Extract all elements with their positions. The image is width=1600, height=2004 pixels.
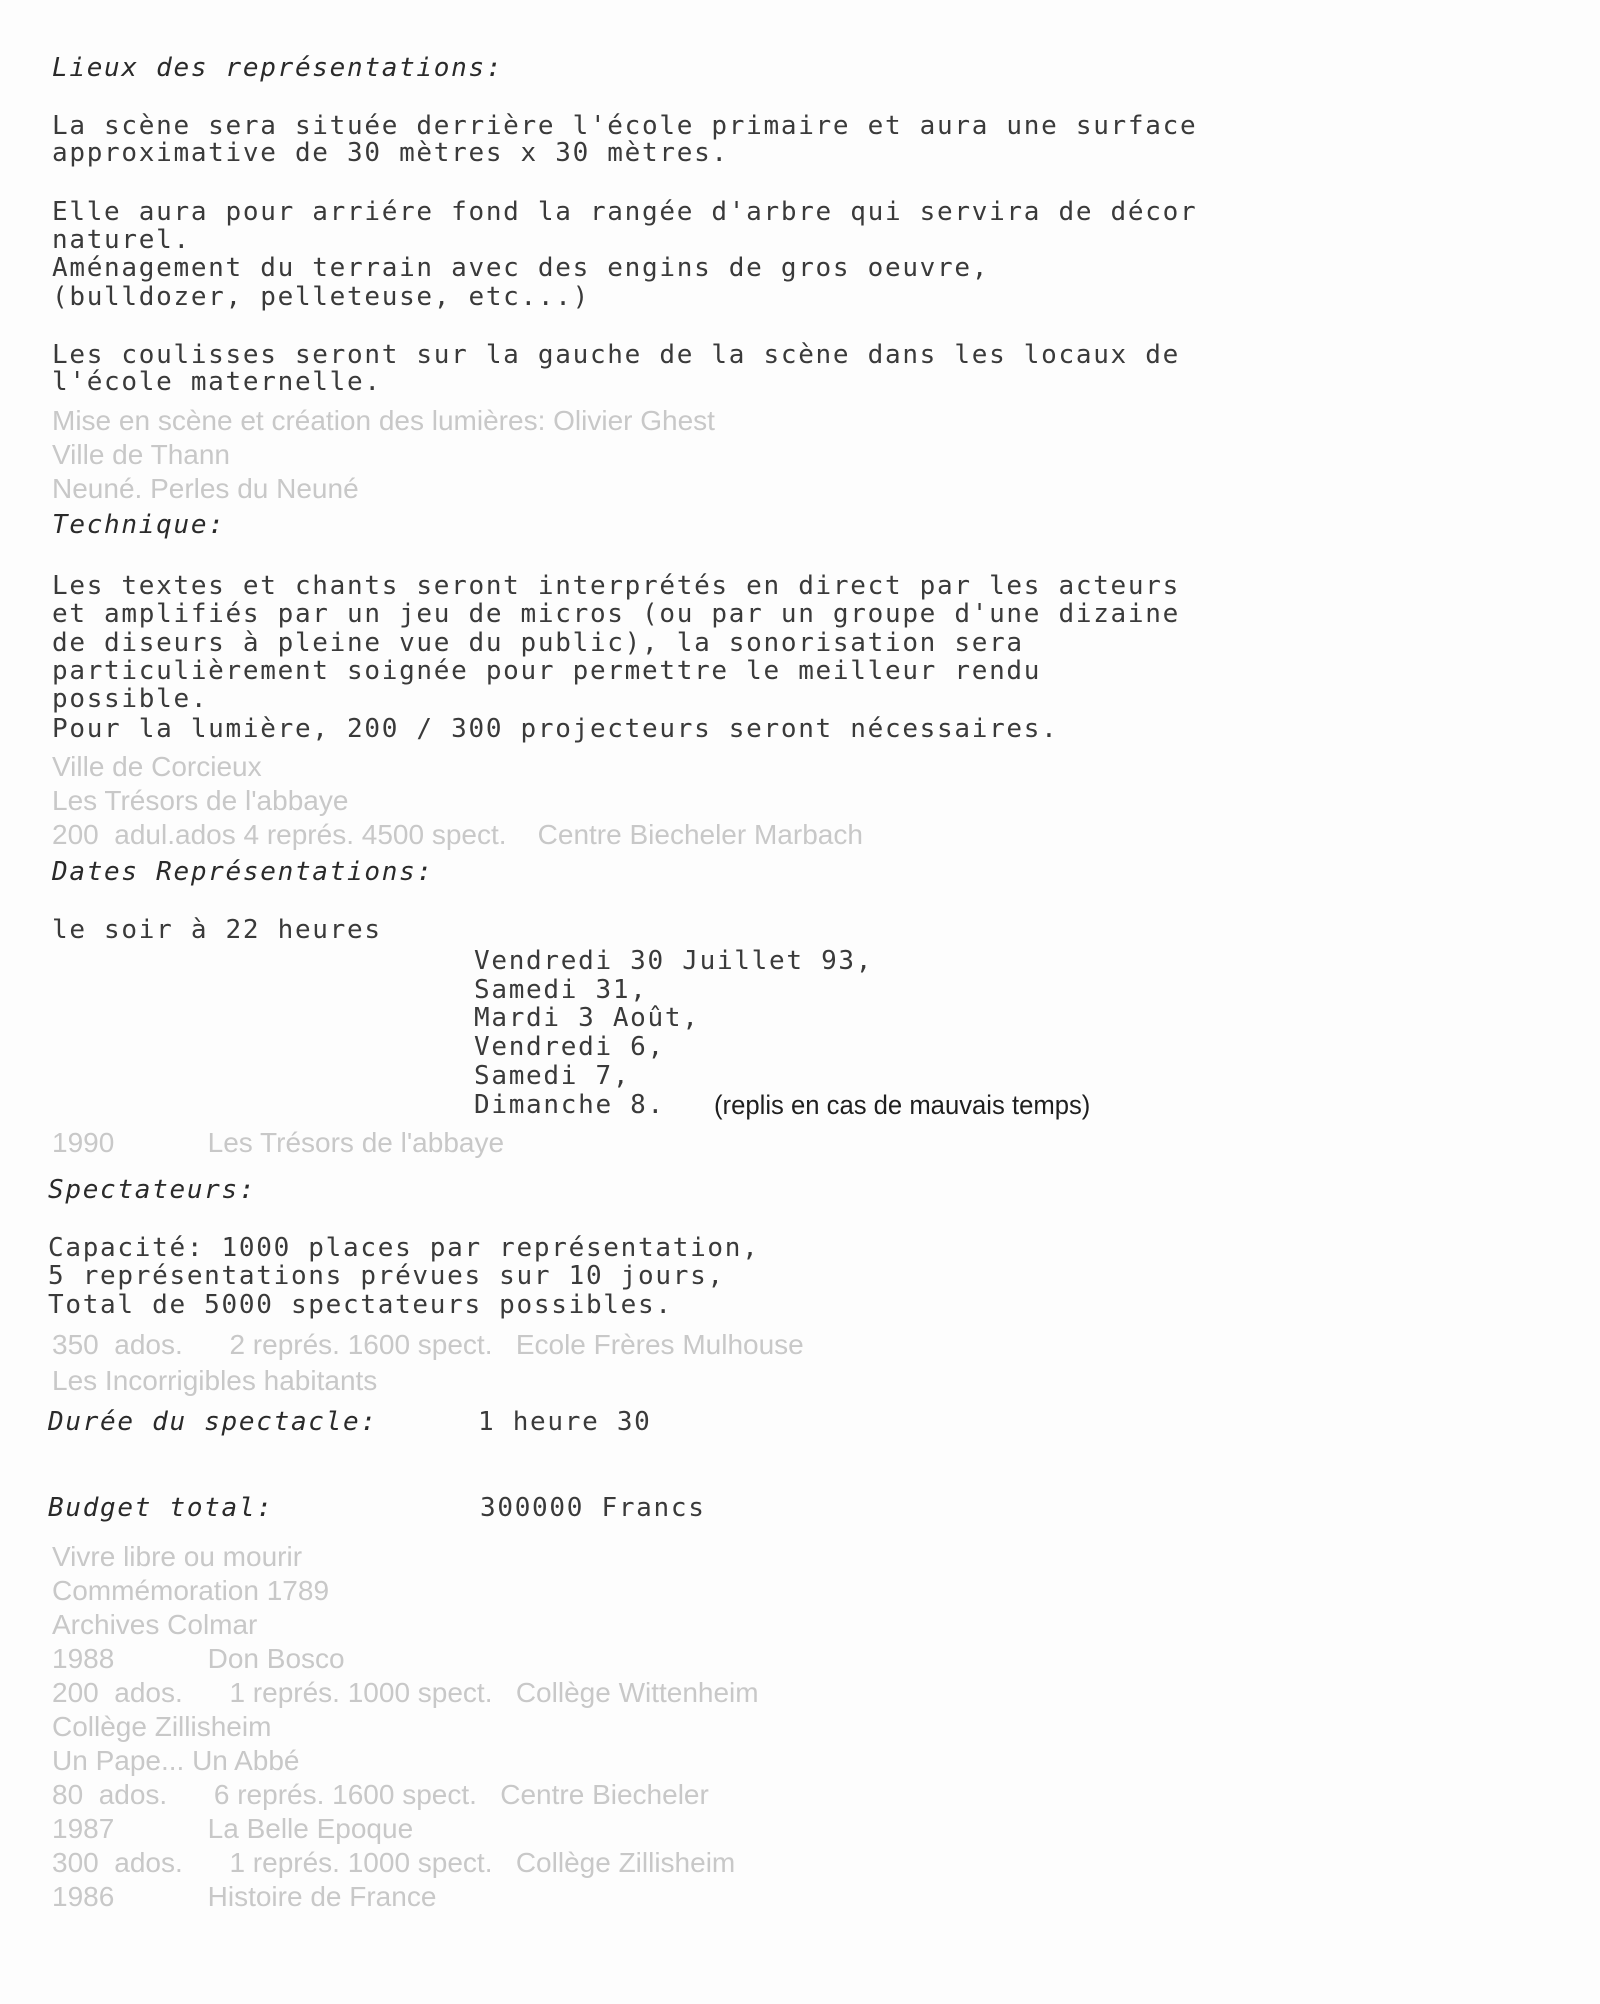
ghost-text: 1988 Don Bosco xyxy=(52,1643,345,1674)
section-heading-technique: Technique: xyxy=(52,510,226,540)
ghost-text: 350 ados. 2 représ. 1600 spect. Ecole Frères Mulhouse xyxy=(52,1329,804,1360)
ghost-text: Les Incorrigibles habitants xyxy=(52,1365,378,1396)
weather-note: (replis en cas de mauvais temps) xyxy=(714,1090,1091,1120)
ghost-text: 200 adul.ados 4 représ. 4500 spect. Centre Biecheler Marbach xyxy=(52,819,863,850)
date-item: Vendredi 6, xyxy=(474,1032,665,1062)
ghost-text: 1987 La Belle Epoque xyxy=(52,1813,414,1844)
ghost-text: Collège Zillisheim xyxy=(52,1711,272,1742)
paragraph-line: 5 représentations prévues sur 10 jours, xyxy=(48,1261,725,1291)
paragraph-line: Pour la lumière, 200 / 300 projecteurs seront nécessaires. xyxy=(52,714,1059,744)
paragraph-line: Aménagement du terrain avec des engins de gros oeuvre, xyxy=(52,253,990,283)
section-heading-lieux: Lieux des représentations: xyxy=(52,53,504,83)
duration-label: Durée du spectacle: xyxy=(48,1407,378,1437)
ghost-text: 200 ados. 1 représ. 1000 spect. Collège Wittenheim xyxy=(52,1677,759,1708)
paragraph-line: particulièrement soignée pour permettre le meilleur rendu xyxy=(52,656,1042,686)
ghost-text: Vivre libre ou mourir xyxy=(52,1541,303,1572)
section-heading-dates: Dates Représentations: xyxy=(52,857,434,887)
paragraph-line: l'école maternelle. xyxy=(52,367,382,397)
ghost-text: 80 ados. 6 représ. 1600 spect. Centre Biecheler xyxy=(52,1779,709,1810)
budget-value: 300000 Francs xyxy=(480,1493,706,1523)
paragraph-line: Total de 5000 spectateurs possibles. xyxy=(48,1290,673,1320)
date-item: Mardi 3 Août, xyxy=(474,1003,700,1033)
paragraph-line: Les textes et chants seront interprétés en direct par les acteurs xyxy=(52,571,1180,601)
paragraph-line: (bulldozer, pelleteuse, etc...) xyxy=(52,282,590,312)
dates-intro: le soir à 22 heures xyxy=(52,915,382,945)
date-item: Vendredi 30 Juillet 93, xyxy=(474,946,874,976)
duration-value: 1 heure 30 xyxy=(478,1407,652,1437)
ghost-text: 300 ados. 1 représ. 1000 spect. Collège Zillisheim xyxy=(52,1847,736,1878)
date-item: Dimanche 8. xyxy=(474,1090,665,1120)
paragraph-line: possible. xyxy=(52,684,209,714)
paragraph-line: La scène sera située derrière l'école primaire et aura une surface xyxy=(52,111,1198,141)
ghost-text: 1990 Les Trésors de l'abbaye xyxy=(52,1127,505,1158)
ghost-text: Les Trésors de l'abbaye xyxy=(52,785,349,816)
ghost-text: 1986 Histoire de France xyxy=(52,1881,437,1912)
date-item: Samedi 7, xyxy=(474,1061,631,1091)
paragraph-line: Capacité: 1000 places par représentation, xyxy=(48,1233,760,1263)
date-item: Samedi 31, xyxy=(474,975,648,1005)
paragraph-line: et amplifiés par un jeu de micros (ou par un groupe d'une dizaine xyxy=(52,599,1180,629)
ghost-text: Neuné. Perles du Neuné xyxy=(52,473,359,504)
paragraph-line: Les coulisses seront sur la gauche de la scène dans les locaux de xyxy=(52,340,1180,370)
paragraph-line: naturel. xyxy=(52,225,191,255)
ghost-text: Archives Colmar xyxy=(52,1609,258,1640)
ghost-text: Ville de Thann xyxy=(52,439,230,470)
paragraph-line: approximative de 30 mètres x 30 mètres. xyxy=(52,138,729,168)
ghost-text: Commémoration 1789 xyxy=(52,1575,330,1606)
paragraph-line: de diseurs à pleine vue du public), la sonorisation sera xyxy=(52,628,1024,658)
section-heading-spectateurs: Spectateurs: xyxy=(48,1175,257,1205)
ghost-text: Mise en scène et création des lumières: Olivier Ghest xyxy=(52,405,715,436)
ghost-text: Ville de Corcieux xyxy=(52,751,262,782)
ghost-text: Un Pape... Un Abbé xyxy=(52,1745,300,1776)
paragraph-line: Elle aura pour arriére fond la rangée d'arbre qui servira de décor xyxy=(52,197,1198,227)
budget-label: Budget total: xyxy=(48,1493,274,1523)
